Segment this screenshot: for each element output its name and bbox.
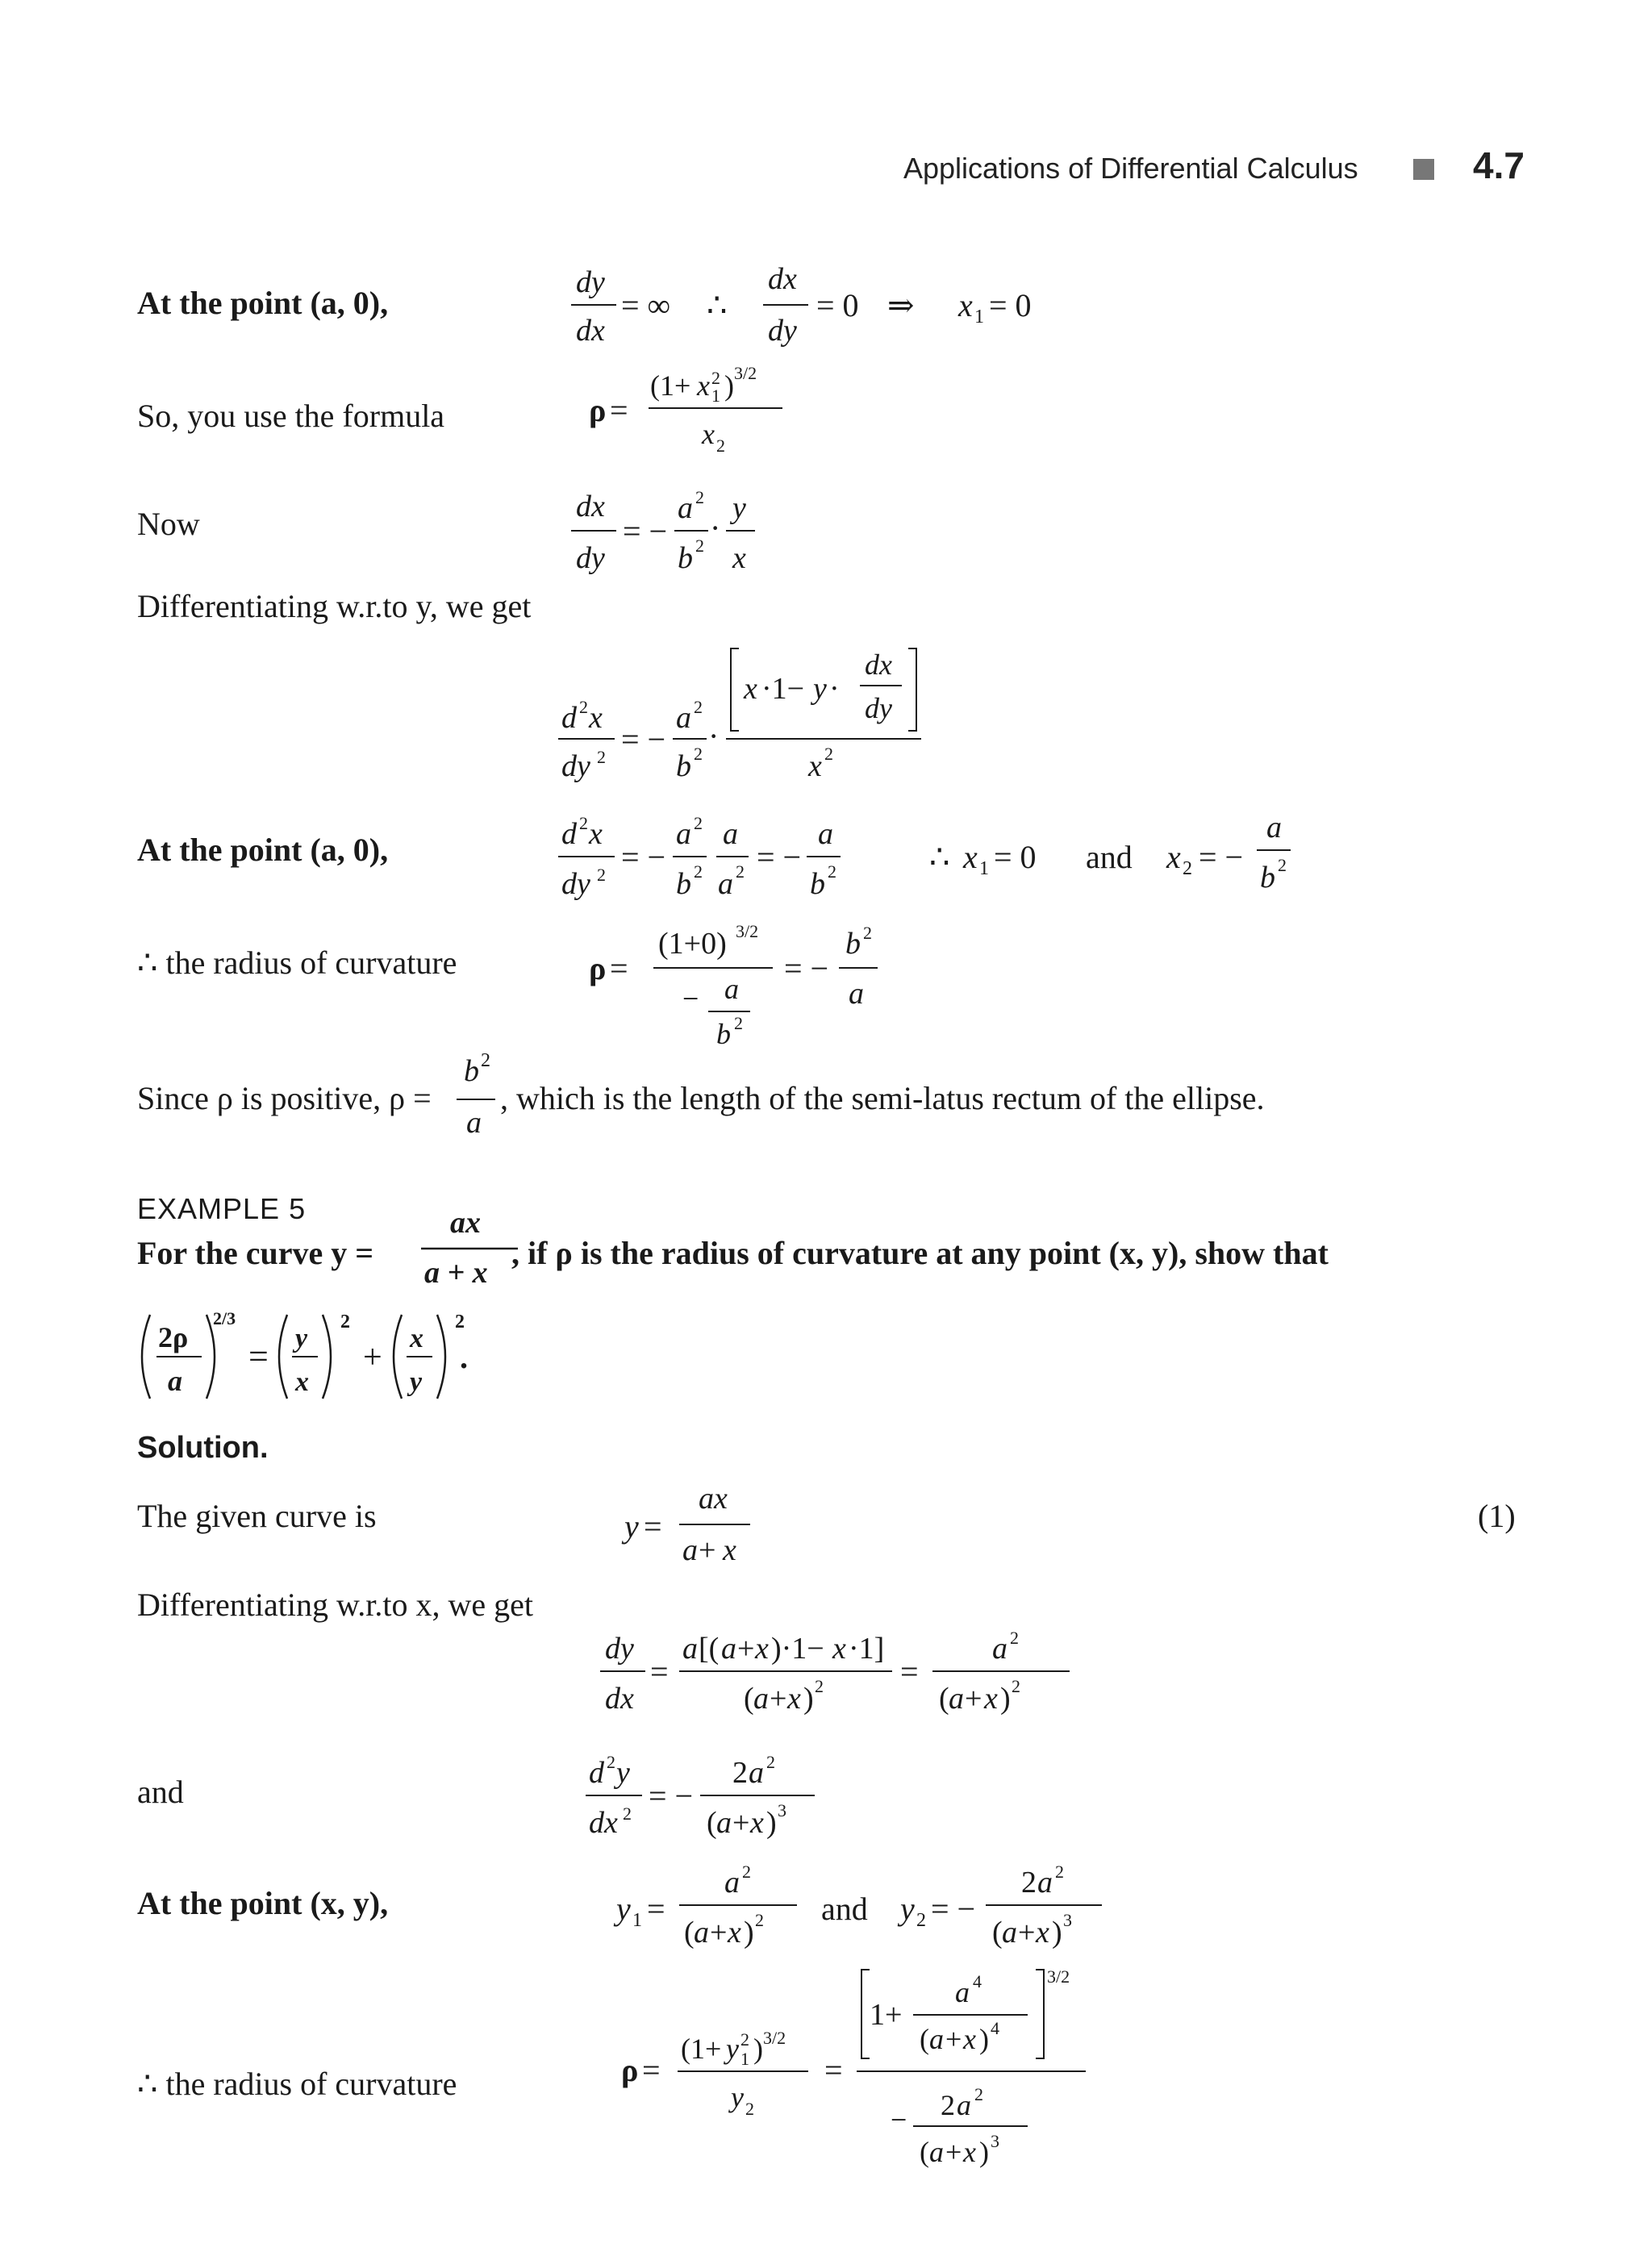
svg-text:dy: dy bbox=[576, 265, 605, 299]
svg-text:= −: = − bbox=[621, 721, 666, 757]
label-given-curve: The given curve is bbox=[137, 1498, 377, 1534]
svg-text:2: 2 bbox=[766, 1752, 775, 1772]
svg-text:y: y bbox=[616, 1756, 630, 1790]
svg-text:a: a bbox=[992, 1632, 1007, 1666]
svg-text:+: + bbox=[1018, 1916, 1036, 1950]
svg-text:x: x bbox=[963, 2023, 976, 2055]
svg-text:b: b bbox=[676, 749, 691, 783]
svg-text:2: 2 bbox=[579, 813, 588, 833]
svg-text:+: + bbox=[732, 1806, 750, 1840]
example-heading: EXAMPLE 5 bbox=[137, 1192, 307, 1225]
example-statement-start: For the curve y = bbox=[137, 1235, 374, 1271]
label-at-point-xy: At the point (x, y), bbox=[137, 1885, 389, 1921]
since-rho-fraction bbox=[452, 1049, 500, 1153]
svg-text:a: a bbox=[957, 2089, 971, 2121]
svg-text:dy: dy bbox=[605, 1632, 634, 1666]
svg-text:y: y bbox=[726, 2033, 739, 2065]
svg-text:y: y bbox=[731, 2081, 744, 2113]
svg-text:x: x bbox=[832, 1632, 846, 1666]
svg-text:+: + bbox=[737, 1632, 755, 1666]
example-curve-fraction bbox=[418, 1205, 523, 1302]
svg-text:b: b bbox=[1260, 861, 1275, 894]
svg-text:): ) bbox=[979, 2023, 989, 2055]
svg-text:+: + bbox=[363, 1339, 382, 1376]
svg-text:2: 2 bbox=[742, 1862, 751, 1882]
label-at-point-a0-first: At the point (a, 0), bbox=[137, 285, 389, 321]
svg-text:2: 2 bbox=[755, 1910, 764, 1930]
page-number: 4.7 bbox=[1473, 144, 1525, 186]
svg-text:2/3: 2/3 bbox=[213, 1308, 236, 1328]
label-radius-of-curvature-first: ∴ the radius of curvature bbox=[137, 945, 457, 981]
svg-text:x: x bbox=[589, 701, 603, 735]
svg-text:(: ( bbox=[684, 1916, 695, 1950]
svg-text:2: 2 bbox=[1055, 1862, 1064, 1882]
svg-text:y: y bbox=[624, 1508, 639, 1545]
svg-text:2: 2 bbox=[623, 1804, 632, 1824]
svg-text:a: a bbox=[716, 1806, 732, 1840]
equation-number: (1) bbox=[1478, 1498, 1516, 1534]
svg-text:b: b bbox=[845, 927, 861, 961]
svg-text:=: = bbox=[650, 1653, 669, 1690]
example-target-equation bbox=[129, 1300, 500, 1413]
svg-text:)·1−: )·1− bbox=[771, 1632, 824, 1666]
svg-text:= −: = − bbox=[649, 1778, 694, 1814]
svg-text:and: and bbox=[1086, 839, 1133, 875]
svg-text:): ) bbox=[803, 1682, 814, 1716]
svg-text:dx: dx bbox=[576, 314, 605, 348]
svg-text:−: − bbox=[682, 982, 699, 1015]
svg-text:x: x bbox=[732, 541, 746, 575]
label-differentiating-wrt-y: Differentiating w.r.to y, we get bbox=[137, 588, 532, 624]
svg-text:): ) bbox=[1000, 1682, 1011, 1716]
svg-text:= 0: = 0 bbox=[989, 287, 1032, 323]
svg-text:2: 2 bbox=[694, 861, 703, 882]
equation-dx-dy bbox=[565, 481, 807, 586]
solution-heading: Solution. bbox=[137, 1431, 269, 1465]
label-radius-of-curvature-second: ∴ the radius of curvature bbox=[137, 2066, 457, 2102]
svg-text:·: · bbox=[708, 718, 720, 754]
svg-text:ρ: ρ bbox=[589, 392, 607, 428]
equation-rho-formula bbox=[586, 353, 828, 474]
svg-text:2: 2 bbox=[455, 1311, 465, 1332]
svg-text:+: + bbox=[770, 1682, 787, 1716]
svg-text:2: 2 bbox=[340, 1311, 350, 1332]
svg-text:a: a bbox=[929, 2023, 944, 2055]
svg-text:dx: dx bbox=[605, 1682, 634, 1716]
svg-text:(: ( bbox=[707, 1806, 717, 1840]
svg-text:(: ( bbox=[920, 2136, 929, 2168]
svg-text:a: a bbox=[849, 977, 864, 1011]
svg-text:y: y bbox=[813, 672, 827, 706]
equation-second-derivative-x bbox=[553, 637, 941, 790]
svg-text:x: x bbox=[755, 1632, 769, 1666]
svg-text:·1−: ·1− bbox=[761, 672, 805, 706]
svg-text:d: d bbox=[561, 701, 577, 735]
svg-text:a: a bbox=[723, 817, 738, 851]
equation-rho-general bbox=[618, 1960, 1102, 2186]
svg-text:y: y bbox=[732, 491, 746, 525]
svg-text:= −: = − bbox=[623, 513, 668, 549]
svg-text:x: x bbox=[589, 817, 603, 851]
svg-text:a: a bbox=[168, 1365, 182, 1397]
svg-text:−: − bbox=[891, 2104, 907, 2136]
svg-text:a: a bbox=[678, 491, 693, 525]
equation-given-curve bbox=[621, 1473, 782, 1578]
svg-text:x: x bbox=[1166, 839, 1181, 875]
svg-text:3: 3 bbox=[991, 2131, 999, 2151]
svg-text:y: y bbox=[900, 1891, 915, 1927]
svg-text:a + x: a + x bbox=[424, 1256, 488, 1290]
svg-text:ax: ax bbox=[450, 1206, 481, 1240]
svg-text:∴: ∴ bbox=[929, 839, 950, 875]
svg-text:4: 4 bbox=[991, 2018, 999, 2038]
svg-text:+: + bbox=[965, 1682, 982, 1716]
svg-text:2: 2 bbox=[824, 744, 833, 764]
svg-text:2: 2 bbox=[607, 1752, 615, 1772]
svg-text:x: x bbox=[787, 1682, 801, 1716]
svg-text:2: 2 bbox=[734, 1013, 743, 1033]
svg-text:1+: 1+ bbox=[870, 1998, 903, 2032]
svg-text:=: = bbox=[610, 392, 628, 428]
svg-text:ρ: ρ bbox=[589, 950, 607, 986]
since-rho-positive-suffix: , which is the length of the semi-latus rectum of the ellipse. bbox=[500, 1080, 1265, 1116]
svg-text:a: a bbox=[749, 1756, 764, 1790]
svg-text:x: x bbox=[295, 1367, 309, 1397]
svg-text:⇒: ⇒ bbox=[887, 287, 915, 323]
svg-text:+: + bbox=[945, 2136, 962, 2168]
svg-text:a: a bbox=[1266, 811, 1282, 844]
svg-text:2: 2 bbox=[579, 697, 588, 717]
svg-text:dy: dy bbox=[561, 749, 590, 783]
equation-second-derivative-y bbox=[581, 1745, 839, 1850]
header-square-icon bbox=[1413, 159, 1434, 180]
svg-text:= −: = − bbox=[1199, 839, 1244, 875]
svg-text:+: + bbox=[945, 2023, 962, 2055]
svg-text:dy: dy bbox=[865, 692, 892, 724]
svg-text:= −: = − bbox=[757, 839, 802, 875]
svg-text:a: a bbox=[1037, 1866, 1053, 1899]
svg-text:2: 2 bbox=[941, 2089, 955, 2121]
svg-text:x: x bbox=[1036, 1916, 1049, 1950]
svg-text:2: 2 bbox=[974, 2084, 983, 2104]
svg-text:=: = bbox=[644, 1508, 662, 1545]
svg-text:1: 1 bbox=[632, 1910, 642, 1931]
svg-text:(: ( bbox=[992, 1916, 1003, 1950]
svg-text:2: 2 bbox=[481, 1050, 490, 1071]
svg-text:·: · bbox=[710, 510, 721, 546]
svg-text:x: x bbox=[963, 2136, 976, 2168]
svg-text:x: x bbox=[728, 1916, 741, 1950]
svg-text:): ) bbox=[766, 1806, 777, 1840]
svg-text:3: 3 bbox=[778, 1800, 786, 1820]
svg-text:b: b bbox=[676, 867, 691, 901]
svg-text:x: x bbox=[410, 1324, 423, 1353]
svg-text:a: a bbox=[694, 1916, 709, 1950]
svg-text:2: 2 bbox=[694, 813, 703, 833]
svg-text:= 0: = 0 bbox=[816, 287, 859, 323]
svg-text:b: b bbox=[678, 541, 693, 575]
svg-text:3/2: 3/2 bbox=[763, 2028, 786, 2048]
svg-text:a: a bbox=[718, 867, 733, 901]
svg-text:=: = bbox=[642, 2052, 661, 2088]
svg-text:2: 2 bbox=[736, 861, 745, 882]
svg-text:and: and bbox=[821, 1891, 868, 1927]
svg-text:a: a bbox=[466, 1106, 482, 1140]
svg-text:y: y bbox=[410, 1367, 423, 1397]
svg-text:dy: dy bbox=[561, 867, 590, 901]
svg-text:): ) bbox=[979, 2136, 989, 2168]
svg-text:y: y bbox=[295, 1324, 308, 1353]
svg-text:3: 3 bbox=[1063, 1910, 1072, 1930]
svg-text:= 0: = 0 bbox=[994, 839, 1037, 875]
svg-text:(: ( bbox=[744, 1682, 754, 1716]
svg-text:a: a bbox=[676, 701, 691, 735]
svg-text:y: y bbox=[616, 1891, 631, 1927]
svg-text:4: 4 bbox=[973, 1971, 982, 1991]
svg-text:2: 2 bbox=[863, 923, 872, 943]
svg-text:=: = bbox=[647, 1891, 665, 1927]
equation-second-derivative-at-a0 bbox=[553, 807, 1328, 911]
svg-text:= −: = − bbox=[931, 1891, 976, 1927]
svg-text:2: 2 bbox=[597, 865, 606, 885]
equation-rho-at-a0 bbox=[586, 908, 908, 1070]
svg-text:b: b bbox=[716, 1018, 731, 1050]
svg-text:(1+: (1+ bbox=[650, 369, 691, 402]
svg-text:·: · bbox=[829, 672, 840, 706]
svg-text:x: x bbox=[744, 672, 757, 706]
svg-text:a: a bbox=[721, 1632, 736, 1666]
svg-text:1: 1 bbox=[740, 2049, 749, 2069]
svg-text:2: 2 bbox=[740, 2029, 749, 2050]
svg-text:a: a bbox=[724, 1866, 740, 1899]
svg-text:.: . bbox=[460, 1339, 468, 1375]
svg-text:∴: ∴ bbox=[707, 287, 728, 323]
svg-text:a: a bbox=[955, 1976, 970, 2008]
example-statement-end: , if ρ is the radius of curvature at any point (x, y), show that bbox=[511, 1235, 1329, 1271]
equation-first-derivative-y bbox=[594, 1621, 1094, 1726]
equation-slope-infinite bbox=[565, 260, 1065, 357]
svg-text:+: + bbox=[699, 1533, 716, 1567]
svg-text:2: 2 bbox=[815, 1676, 824, 1696]
svg-text:a: a bbox=[724, 973, 739, 1005]
svg-text:d: d bbox=[589, 1756, 604, 1790]
svg-text:b: b bbox=[464, 1054, 479, 1088]
svg-text:(: ( bbox=[920, 2023, 929, 2055]
svg-text:2: 2 bbox=[716, 436, 725, 456]
label-now: Now bbox=[137, 506, 200, 542]
svg-text:2: 2 bbox=[694, 744, 703, 764]
svg-text:2: 2 bbox=[694, 697, 703, 717]
svg-text:2: 2 bbox=[695, 536, 704, 556]
svg-text:x: x bbox=[808, 749, 822, 783]
svg-text:2: 2 bbox=[695, 487, 704, 507]
svg-text:a: a bbox=[1002, 1916, 1017, 1950]
svg-text:): ) bbox=[1052, 1916, 1062, 1950]
svg-text:2ρ: 2ρ bbox=[158, 1321, 189, 1353]
svg-text:): ) bbox=[744, 1916, 754, 1950]
svg-text:[(: [( bbox=[699, 1632, 720, 1666]
svg-text:2: 2 bbox=[916, 1910, 926, 1931]
svg-text:dx: dx bbox=[865, 648, 892, 681]
svg-text:=: = bbox=[610, 950, 628, 986]
svg-text:a: a bbox=[929, 2136, 944, 2168]
running-header-title: Applications of Differential Calculus bbox=[903, 152, 1358, 185]
svg-text:2: 2 bbox=[597, 747, 606, 767]
svg-text:2: 2 bbox=[1010, 1628, 1019, 1648]
svg-text:x: x bbox=[723, 1533, 736, 1567]
equation-y1-y2 bbox=[613, 1855, 1129, 1960]
svg-text:dy: dy bbox=[768, 314, 797, 348]
svg-text:): ) bbox=[724, 369, 734, 402]
svg-text:=: = bbox=[248, 1337, 269, 1376]
svg-text:d: d bbox=[561, 817, 577, 851]
label-at-point-a0-second: At the point (a, 0), bbox=[137, 832, 389, 868]
svg-text:2: 2 bbox=[1183, 858, 1192, 879]
svg-text:dy: dy bbox=[576, 541, 605, 575]
svg-text:= −: = − bbox=[784, 950, 829, 986]
svg-text:2: 2 bbox=[732, 1756, 748, 1790]
svg-text:ax: ax bbox=[699, 1482, 728, 1516]
svg-text:3/2: 3/2 bbox=[736, 921, 759, 941]
svg-text:(1+: (1+ bbox=[681, 2033, 722, 2065]
svg-text:=: = bbox=[900, 1653, 919, 1690]
svg-text:3/2: 3/2 bbox=[1047, 1966, 1070, 1987]
svg-text:x: x bbox=[958, 287, 973, 323]
svg-text:x: x bbox=[702, 418, 715, 450]
svg-text:2: 2 bbox=[1012, 1676, 1020, 1696]
svg-text:x: x bbox=[963, 839, 978, 875]
svg-text:x: x bbox=[750, 1806, 764, 1840]
svg-text:a: a bbox=[682, 1632, 698, 1666]
svg-text:a: a bbox=[676, 817, 691, 851]
svg-text:= −: = − bbox=[621, 839, 666, 875]
label-use-formula: So, you use the formula bbox=[137, 398, 445, 434]
svg-text:·1]: ·1] bbox=[849, 1632, 885, 1666]
svg-text:+: + bbox=[710, 1916, 728, 1950]
svg-text:(: ( bbox=[939, 1682, 949, 1716]
svg-text:a: a bbox=[949, 1682, 964, 1716]
svg-text:3/2: 3/2 bbox=[734, 363, 757, 383]
svg-text:1: 1 bbox=[979, 858, 989, 879]
svg-text:dx: dx bbox=[768, 262, 797, 296]
svg-text:2: 2 bbox=[745, 2099, 754, 2119]
svg-text:b: b bbox=[810, 867, 825, 901]
label-and: and bbox=[137, 1774, 184, 1810]
svg-text:2: 2 bbox=[711, 368, 720, 388]
label-differentiating-wrt-x: Differentiating w.r.to x, we get bbox=[137, 1587, 533, 1623]
svg-text:x: x bbox=[697, 369, 710, 402]
svg-text:2: 2 bbox=[828, 861, 836, 882]
svg-text:= ∞: = ∞ bbox=[621, 287, 671, 323]
svg-text:1: 1 bbox=[711, 386, 720, 406]
svg-text:=: = bbox=[824, 2052, 843, 2088]
svg-text:1: 1 bbox=[974, 306, 984, 327]
svg-text:a: a bbox=[753, 1682, 769, 1716]
svg-text:dx: dx bbox=[589, 1806, 618, 1840]
svg-text:x: x bbox=[984, 1682, 998, 1716]
since-rho-positive-prefix: Since ρ is positive, ρ = bbox=[137, 1080, 432, 1116]
svg-text:2: 2 bbox=[1278, 855, 1287, 875]
svg-text:a: a bbox=[818, 817, 833, 851]
svg-text:ρ: ρ bbox=[621, 2052, 639, 2088]
svg-text:a: a bbox=[682, 1533, 698, 1567]
svg-text:dx: dx bbox=[576, 490, 605, 523]
svg-text:(1+0): (1+0) bbox=[658, 927, 727, 961]
svg-text:): ) bbox=[753, 2033, 763, 2065]
svg-text:2: 2 bbox=[1021, 1866, 1037, 1899]
